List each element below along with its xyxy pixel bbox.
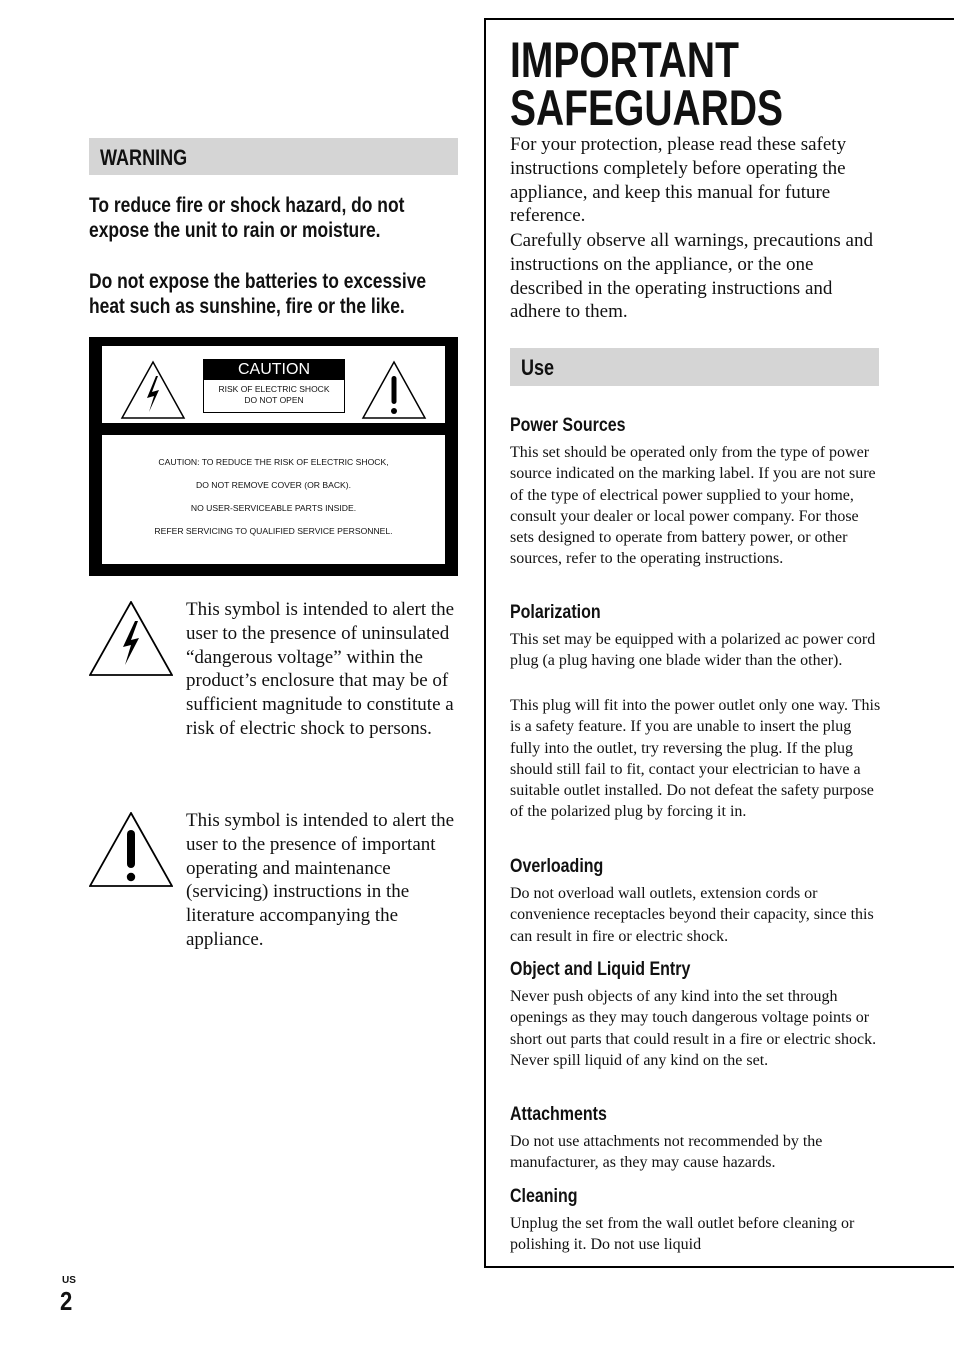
page-region-code: US bbox=[62, 1275, 76, 1286]
caution-notice: DO NOT REMOVE COVER (OR BACK). bbox=[195, 480, 352, 490]
use-section-heading: Use bbox=[521, 355, 555, 380]
text-object-liquid-entry: Never push objects of any kind into the set through openings as they may touch dangerous voltage points or short out parts that could result in a fire or electric shock. Never spill liquid of any kind on the set. bbox=[510, 988, 877, 1069]
frame-border-top bbox=[484, 18, 954, 20]
caution-notice: REFER SERVICING TO QUALIFIED SERVICE PERSONNEL. bbox=[154, 526, 393, 536]
heading-object-liquid-entry: Object and Liquid Entry bbox=[510, 958, 691, 980]
lightning-symbol-icon bbox=[89, 601, 173, 676]
caution-notice: NO USER-SERVICEABLE PARTS INSIDE. bbox=[190, 503, 357, 513]
lightning-symbol-description: This symbol is intended to alert the user to the presence of uninsulated “dangerous voltage” within the product’s enclosure that may be of sufficient magnitude to constitute a risk of electric shock to persons. bbox=[186, 599, 455, 739]
page-title bbox=[510, 32, 784, 136]
intro-paragraph-2: Carefully observe all warnings, precautions and instructions on the appliance, or the one described in the operating instructions and adhere to them. bbox=[510, 230, 873, 323]
caution-label-title: CAUTION bbox=[204, 360, 344, 380]
heading-overloading: Overloading bbox=[510, 855, 604, 877]
warning-text-batteries: Do not expose the batteries to excessive heat such as sunshine, fire or the like. bbox=[89, 270, 427, 318]
caution-label-line1: RISK OF ELECTRIC SHOCK bbox=[218, 384, 330, 394]
heading-power-sources: Power Sources bbox=[510, 414, 626, 436]
text-cleaning: Unplug the set from the wall outlet before cleaning or polishing it. Do not use liquid bbox=[510, 1215, 855, 1254]
warning-heading-bar bbox=[89, 138, 458, 175]
caution-label-top-panel bbox=[102, 346, 445, 423]
use-section-bar bbox=[510, 348, 879, 386]
warning-text-moisture: To reduce fire or shock hazard, do not expose the unit to rain or moisture. bbox=[89, 194, 405, 242]
text-attachments: Do not use attachments not recommended by the manufacturer, as they may cause hazards. bbox=[510, 1133, 823, 1172]
caution-label-graphic bbox=[89, 337, 458, 576]
text-polarization-2: This plug will fit into the power outlet only one way. This is a safety feature. If you are unable to insert the plug fully into the outlet, try reversing the plug. If the plug should still fail to fit, contact your electrician to have a suitable outlet installed. Do not defeat the safety purpose of the polarized plug by forcing it in. bbox=[510, 697, 881, 821]
caution-notice: CAUTION: TO REDUCE THE RISK OF ELECTRIC SHOCK, bbox=[158, 457, 389, 467]
text-overloading: Do not overload wall outlets, extension cords or convenience receptacles beyond their capacity, since this can result in fire or electric shock. bbox=[510, 885, 874, 945]
page-number: 2 bbox=[60, 1286, 73, 1316]
caution-label-bottom-panel bbox=[102, 435, 445, 564]
warning-heading: WARNING bbox=[100, 145, 188, 170]
page-title-line1: IMPORTANT bbox=[510, 32, 739, 88]
page-title-line2: SAFEGUARDS bbox=[510, 80, 784, 136]
caution-label-box bbox=[203, 359, 345, 413]
exclamation-symbol-description: This symbol is intended to alert the user to the presence of important operating and maintenance (servicing) instructions in the literature accompanying the appliance. bbox=[186, 810, 455, 950]
intro-paragraph-1: For your protection, please read these safety instructions completely before operating the appliance, and keep this manual for future reference. bbox=[510, 134, 847, 227]
text-power-sources: This set should be operated only from the type of power source indicated on the marking label. If you are not sure of the type of electrical power supplied to your home, consult your dealer or local power company. For those sets designed to operate from battery power, or other sources, refer to the operating instructions. bbox=[510, 444, 876, 568]
frame-border-bottom bbox=[484, 1266, 954, 1268]
frame-border-left bbox=[484, 18, 486, 1267]
exclamation-symbol-icon bbox=[89, 812, 173, 887]
caution-label-line2: DO NOT OPEN bbox=[244, 395, 304, 405]
heading-cleaning: Cleaning bbox=[510, 1185, 578, 1207]
heading-polarization: Polarization bbox=[510, 601, 601, 623]
heading-attachments: Attachments bbox=[510, 1103, 607, 1125]
lightning-warning-icon bbox=[120, 360, 186, 420]
exclamation-warning-icon bbox=[361, 360, 427, 420]
text-polarization-1: This set may be equipped with a polarized ac power cord plug (a plug having one blade wider than the other). bbox=[510, 631, 876, 670]
